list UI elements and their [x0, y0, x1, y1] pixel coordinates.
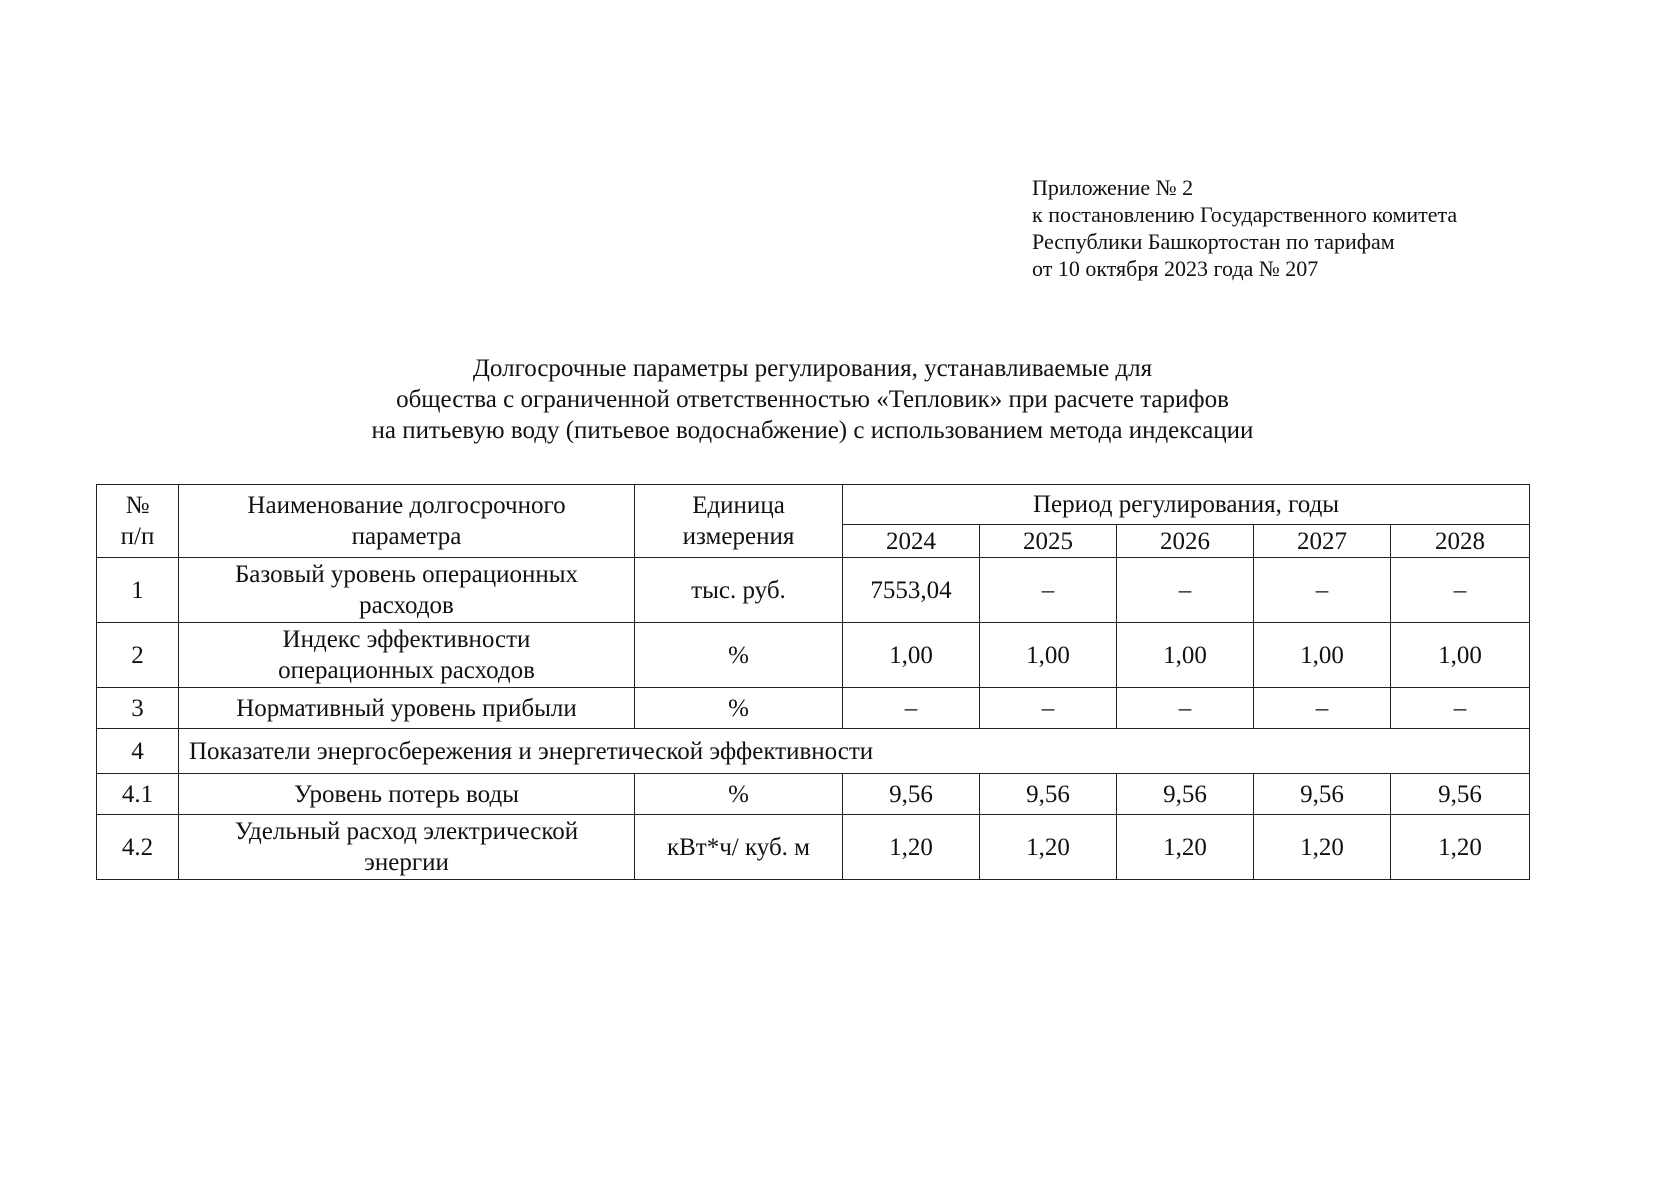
header-year: 2025 — [980, 525, 1117, 558]
row-value: 9,56 — [1254, 774, 1391, 815]
appendix-block — [1032, 174, 1457, 282]
row-num: 1 — [97, 558, 179, 623]
title-line: общества с ограниченной ответственностью «Тепловик» при расчете тарифов — [396, 386, 1229, 413]
header-period: Период регулирования, годы — [843, 485, 1530, 525]
row-value: – — [1254, 558, 1391, 623]
row-num: 4.2 — [97, 815, 179, 880]
row-unit: % — [635, 623, 843, 688]
row-num: 4.1 — [97, 774, 179, 815]
title-line: Долгосрочные параметры регулирования, устанавливаемые для — [472, 355, 1153, 382]
appendix-line: к постановлению Государственного комитета — [1032, 202, 1458, 227]
header-num-line: № — [125, 492, 150, 519]
row-value: 9,56 — [843, 774, 980, 815]
section-label: Показатели энергосбережения и энергетической эффективности — [179, 729, 1530, 774]
row-name — [179, 815, 635, 880]
row-unit: тыс. руб. — [635, 558, 843, 623]
table-row — [97, 774, 1530, 815]
row-value: 1,00 — [1391, 623, 1530, 688]
document-title — [0, 353, 1625, 446]
row-value: 1,20 — [1254, 815, 1391, 880]
parameters-table — [96, 484, 1530, 880]
header-year: 2024 — [843, 525, 980, 558]
header-unit-line: измерения — [682, 523, 795, 550]
row-value: – — [1391, 688, 1530, 729]
title-line: на питьевую воду (питьевое водоснабжение) с использованием метода индексации — [371, 417, 1254, 444]
table-row — [97, 688, 1530, 729]
row-value: – — [980, 558, 1117, 623]
row-unit: % — [635, 774, 843, 815]
row-unit: кВт*ч/ куб. м — [635, 815, 843, 880]
row-value: – — [843, 688, 980, 729]
header-row — [97, 485, 1530, 525]
row-value: 1,00 — [843, 623, 980, 688]
header-num — [97, 485, 179, 558]
header-year: 2026 — [1117, 525, 1254, 558]
row-value: – — [1117, 688, 1254, 729]
row-name-line: операционных расходов — [278, 657, 535, 684]
row-name — [179, 623, 635, 688]
row-name: Уровень потерь воды — [179, 774, 635, 815]
row-value: 1,20 — [843, 815, 980, 880]
row-name: Нормативный уровень прибыли — [179, 688, 635, 729]
row-value: 1,20 — [980, 815, 1117, 880]
table-row — [97, 623, 1530, 688]
section-num: 4 — [97, 729, 179, 774]
row-value: 1,00 — [1117, 623, 1254, 688]
appendix-line: Приложение № 2 — [1032, 175, 1194, 200]
row-value: 9,56 — [1117, 774, 1254, 815]
row-value: 9,56 — [1391, 774, 1530, 815]
appendix-line: Республики Башкортостан по тарифам — [1032, 229, 1395, 254]
row-value: 1,20 — [1117, 815, 1254, 880]
header-unit-line: Единица — [692, 492, 785, 519]
row-value: – — [1254, 688, 1391, 729]
row-name-line: энергии — [364, 849, 449, 876]
row-unit: % — [635, 688, 843, 729]
header-name-line: Наименование долгосрочного — [247, 492, 566, 519]
header-year: 2027 — [1254, 525, 1391, 558]
row-name-line: Индекс эффективности — [282, 626, 531, 653]
row-num: 3 — [97, 688, 179, 729]
row-name — [179, 558, 635, 623]
row-value: 9,56 — [980, 774, 1117, 815]
header-name-line: параметра — [351, 523, 462, 550]
row-num: 2 — [97, 623, 179, 688]
row-value: 1,20 — [1391, 815, 1530, 880]
table-row — [97, 558, 1530, 623]
row-value: 1,00 — [1254, 623, 1391, 688]
header-year: 2028 — [1391, 525, 1530, 558]
row-name-line: Базовый уровень операционных — [234, 561, 579, 588]
header-num-line: п/п — [120, 523, 155, 550]
row-name-line: Удельный расход электрической — [234, 818, 579, 845]
header-unit — [635, 485, 843, 558]
row-value: 7553,04 — [843, 558, 980, 623]
row-name-line: расходов — [359, 592, 454, 619]
row-value: – — [980, 688, 1117, 729]
table-row — [97, 815, 1530, 880]
row-value: 1,00 — [980, 623, 1117, 688]
row-value: – — [1391, 558, 1530, 623]
row-value: – — [1117, 558, 1254, 623]
section-row — [97, 729, 1530, 774]
appendix-line: от 10 октября 2023 года № 207 — [1032, 256, 1319, 281]
header-name — [179, 485, 635, 558]
